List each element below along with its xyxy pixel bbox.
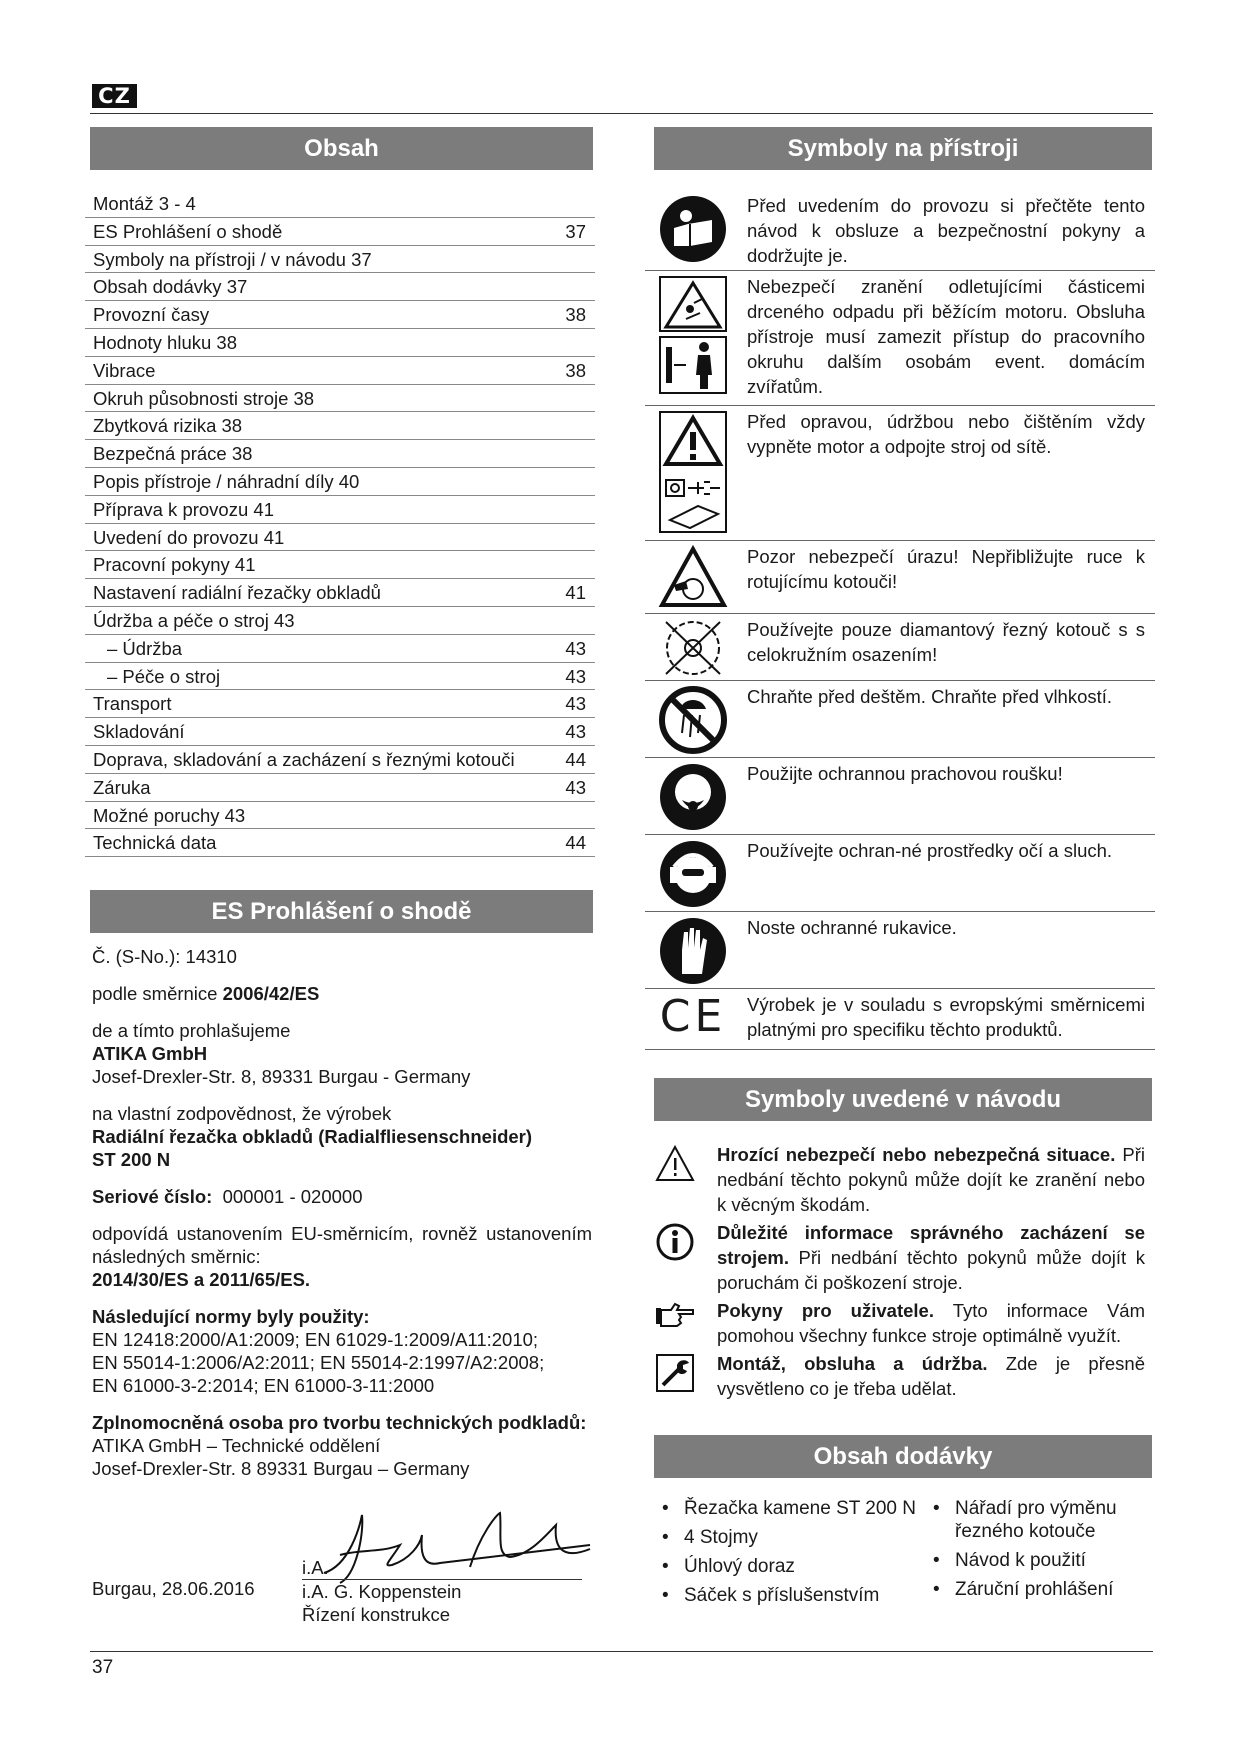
unplug-warning-icon xyxy=(658,410,728,534)
symbol-description: Chraňte před deštěm. Chraňte před vlhkostí. xyxy=(747,686,1113,707)
toc-entry xyxy=(85,524,595,552)
symbol-row xyxy=(645,989,1155,1050)
toc-entry-label: – Údržba xyxy=(107,637,183,659)
toc-entry-page: 44 xyxy=(565,832,586,854)
list-item: • Návod k použití xyxy=(927,1549,1152,1572)
table-of-contents xyxy=(85,190,595,857)
read-manual-icon xyxy=(658,194,728,264)
instruction-row xyxy=(655,1220,1145,1295)
toc-title: Obsah xyxy=(90,127,593,170)
toc-entry xyxy=(85,273,595,301)
symbol-description: Pozor nebezpečí úrazu! Nepřibližujte ruce k rotujícímu kotouči! xyxy=(747,546,1145,592)
instruction-row xyxy=(655,1142,1145,1217)
hand-blade-warning-icon xyxy=(658,545,728,609)
symbol-row xyxy=(645,190,1155,271)
toc-entry-page: 38 xyxy=(565,359,586,381)
toc-entry xyxy=(85,357,595,385)
toc-entry-page: 38 xyxy=(565,304,586,326)
device-symbols-table xyxy=(645,190,1155,1050)
toc-entry xyxy=(85,718,595,746)
toc-entry xyxy=(85,579,595,607)
symbol-row xyxy=(645,758,1155,835)
toc-entry-label: Popis přístroje / náhradní díly 40 xyxy=(93,470,360,492)
symbol-description: Používejte pouze diamantový řezný kotouč s s celokružním osazením! xyxy=(747,619,1145,665)
toc-entry-label: Nastavení radiální řezačky obkladů xyxy=(93,582,381,604)
list-item: • Záruční prohlášení xyxy=(927,1578,1152,1601)
symbol-description: Noste ochranné rukavice. xyxy=(747,917,957,938)
symbol-row xyxy=(645,541,1155,614)
ia-label: i.A. xyxy=(302,1557,329,1578)
pointing-hand-icon xyxy=(655,1300,695,1330)
product-statement: na vlastní zodpovědnost, že výrobek Radiální řezačka obkladů (Radialfliesenschneider) ST 200 N xyxy=(92,1103,533,1170)
bottom-rule xyxy=(90,1651,1153,1652)
toc-entry-page: 41 xyxy=(565,582,586,604)
toc-entry xyxy=(85,551,595,579)
toc-entry-label: Bezpečná práce 38 xyxy=(93,443,253,465)
toc-entry-page: 37 xyxy=(565,220,586,242)
toc-entry-label: Záruka xyxy=(93,776,151,798)
toc-entry xyxy=(85,829,595,857)
instruction-text: Pokyny pro uživatele. Tyto informace Vám pomohou všechny funkce stroje optimálně využít. xyxy=(717,1300,1145,1346)
delivery-title: Obsah dodávky xyxy=(654,1435,1152,1478)
symbol-row xyxy=(645,681,1155,758)
toc-entry-page: 43 xyxy=(565,665,586,687)
serial-range: Seriové číslo: 000001 - 020000 xyxy=(92,1186,363,1207)
toc-entry-label: Provozní časy xyxy=(93,304,210,326)
manual-symbols-title: Symboly uvedené v návodu xyxy=(654,1078,1152,1121)
place-date: Burgau, 28.06.2016 xyxy=(92,1578,255,1599)
instruction-text: Důležité informace správného zacházení se strojem. Při nedbání těchto pokynů může dojít k poruchám či poškození stroje. xyxy=(717,1222,1145,1293)
toc-entry-label: Symboly na přístroji / v návodu 37 xyxy=(93,248,372,270)
toc-entry xyxy=(85,329,595,357)
symbol-row xyxy=(645,912,1155,989)
symbol-description: Výrobek je v souladu s evropskými směrnicemi platnými pro specifiku těchto produktů. xyxy=(747,994,1145,1040)
delivery-list-right xyxy=(927,1497,1152,1607)
toc-entry xyxy=(85,746,595,774)
toc-entry xyxy=(85,301,595,329)
toc-entry xyxy=(85,190,595,218)
declaration-title: ES Prohlášení o shodě xyxy=(90,890,593,933)
instruction-row xyxy=(655,1298,1145,1348)
ce-mark-icon: CE xyxy=(659,991,727,1042)
symbol-description: Použijte ochrannou prachovou roušku! xyxy=(747,763,1063,784)
list-item: • Sáček s příslušenstvím xyxy=(656,1584,916,1607)
toc-entry-page: 44 xyxy=(565,748,586,770)
toc-entry-label: Vibrace xyxy=(93,359,156,381)
toc-entry-label: Okruh působnosti stroje 38 xyxy=(93,387,315,409)
gloves-icon xyxy=(658,916,728,986)
symbol-row xyxy=(645,835,1155,912)
symbol-description: Před opravou, údržbou nebo čištěním vždy vypněte motor a odpojte stroj od sítě. xyxy=(747,411,1145,457)
info-icon xyxy=(655,1222,695,1262)
top-rule xyxy=(90,113,1153,114)
wrench-icon xyxy=(655,1353,695,1393)
toc-entry xyxy=(85,496,595,524)
toc-entry xyxy=(85,246,595,274)
signer-block xyxy=(302,1556,582,1626)
authorized-person: Zplnomocněná osoba pro tvorbu technických podkladů: ATIKA GmbH – Technické oddělení Josef-Drexler-Str. 8 89331 Burgau – Germany xyxy=(92,1412,587,1479)
symbol-row xyxy=(645,614,1155,681)
toc-entry xyxy=(85,774,595,802)
toc-entry xyxy=(85,440,595,468)
toc-entry-label: Pracovní pokyny 41 xyxy=(93,554,256,576)
signer-name: i.A. G. Koppenstein xyxy=(302,1579,582,1603)
device-symbols-title: Symboly na přístroji xyxy=(654,127,1152,170)
instruction-text: Hrozící nebezpečí nebo nebezpečná situace. Při nedbání těchto pokynů může dojít ke zranění nebo k věcným škodám. xyxy=(717,1144,1146,1215)
toc-entry xyxy=(85,635,595,663)
symbol-row xyxy=(645,271,1155,406)
toc-entry xyxy=(85,385,595,413)
toc-entry-label: Obsah dodávky 37 xyxy=(93,276,248,298)
eye-ear-protection-icon xyxy=(658,839,728,909)
list-item: • Nářadí pro výměnu řezného kotouče xyxy=(927,1497,1152,1543)
toc-entry xyxy=(85,218,595,246)
toc-entry-label: ES Prohlášení o shodě xyxy=(93,220,283,242)
list-item: • Úhlový doraz xyxy=(656,1555,916,1578)
symbol-description: Před uvedením do provozu si přečtěte tento návod k obsluze a bezpečnostní pokyny a dodržujte je. xyxy=(747,195,1145,266)
toc-entry-label: Příprava k provozu 41 xyxy=(93,498,274,520)
toc-entry-label: – Péče o stroj xyxy=(107,665,221,687)
toc-entry xyxy=(85,607,595,635)
manufacturer: de a tímto prohlašujeme ATIKA GmbH Josef-Drexler-Str. 8, 89331 Burgau - Germany xyxy=(92,1020,471,1087)
declaration-body xyxy=(92,945,592,1494)
toc-entry-label: Hodnoty hluku 38 xyxy=(93,331,237,353)
conformity: odpovídá ustanovením EU-směrnicím, rovněž ustanovením následných směrnic: 2014/30/ES a 2011/65/ES. xyxy=(92,1223,592,1290)
serial-number: Č. (S-No.): 14310 xyxy=(92,946,237,967)
toc-entry xyxy=(85,690,595,718)
symbol-row xyxy=(645,406,1155,541)
signer-role: Řízení konstrukce xyxy=(302,1604,451,1625)
delivery-list-left xyxy=(656,1497,916,1613)
standards: Následující normy byly použity: EN 12418:2000/A1:2009; EN 61029-1:2009/A11:2010; EN 55014-1:2006/A2:2011; EN 55014-2:1997/A2:2008; EN 61000-3-2:2014; EN 61000-3-11:2000 xyxy=(92,1306,545,1396)
toc-entry-page: 43 xyxy=(565,637,586,659)
toc-entry-label: Možné poruchy 43 xyxy=(93,804,246,826)
toc-entry xyxy=(85,412,595,440)
toc-entry-page: 43 xyxy=(565,693,586,715)
diamond-blade-icon xyxy=(658,618,728,678)
directive-line: podle směrnice 2006/42/ES xyxy=(92,983,320,1004)
manual-symbols-list xyxy=(655,1142,1145,1404)
toc-entry-label: Technická data xyxy=(93,832,217,854)
no-rain-icon xyxy=(658,685,728,755)
symbol-description: Nebezpečí zranění odletujícími částicemi drceného odpadu při běžícím motoru. Obsluha přístroje musí zamezit přístup do pracovního okruhu dalším osobám event. domácím zvířatům. xyxy=(747,276,1145,397)
toc-entry xyxy=(85,802,595,830)
list-item: • Řezačka kamene ST 200 N xyxy=(656,1497,916,1520)
language-badge: CZ xyxy=(92,84,137,108)
toc-entry xyxy=(85,663,595,691)
page-number: 37 xyxy=(92,1657,114,1678)
toc-entry-label: Doprava, skladování a zacházení s řeznými kotouči xyxy=(93,748,515,770)
warning-triangle-icon xyxy=(655,1144,695,1184)
toc-entry-label: Skladování xyxy=(93,721,185,743)
toc-entry-label: Zbytková rizika 38 xyxy=(93,415,243,437)
flying-debris-warning-icon xyxy=(658,275,728,395)
toc-entry-page: 43 xyxy=(565,776,586,798)
toc-entry-label: Transport xyxy=(93,693,172,715)
toc-entry-label: Uvedení do provozu 41 xyxy=(93,526,285,548)
instruction-text: Montáž, obsluha a údržba. Zde je přesně vysvětleno co je třeba udělat. xyxy=(717,1353,1145,1399)
list-item: • 4 Stojmy xyxy=(656,1526,916,1549)
symbol-description: Používejte ochran-né prostředky očí a sluch. xyxy=(747,840,1113,861)
dust-mask-icon xyxy=(658,762,728,832)
instruction-row xyxy=(655,1351,1145,1401)
toc-entry xyxy=(85,468,595,496)
toc-entry-label: Údržba a péče o stroj 43 xyxy=(93,609,295,631)
toc-entry-label: Montáž 3 - 4 xyxy=(93,193,196,214)
toc-entry-page: 43 xyxy=(565,721,586,743)
